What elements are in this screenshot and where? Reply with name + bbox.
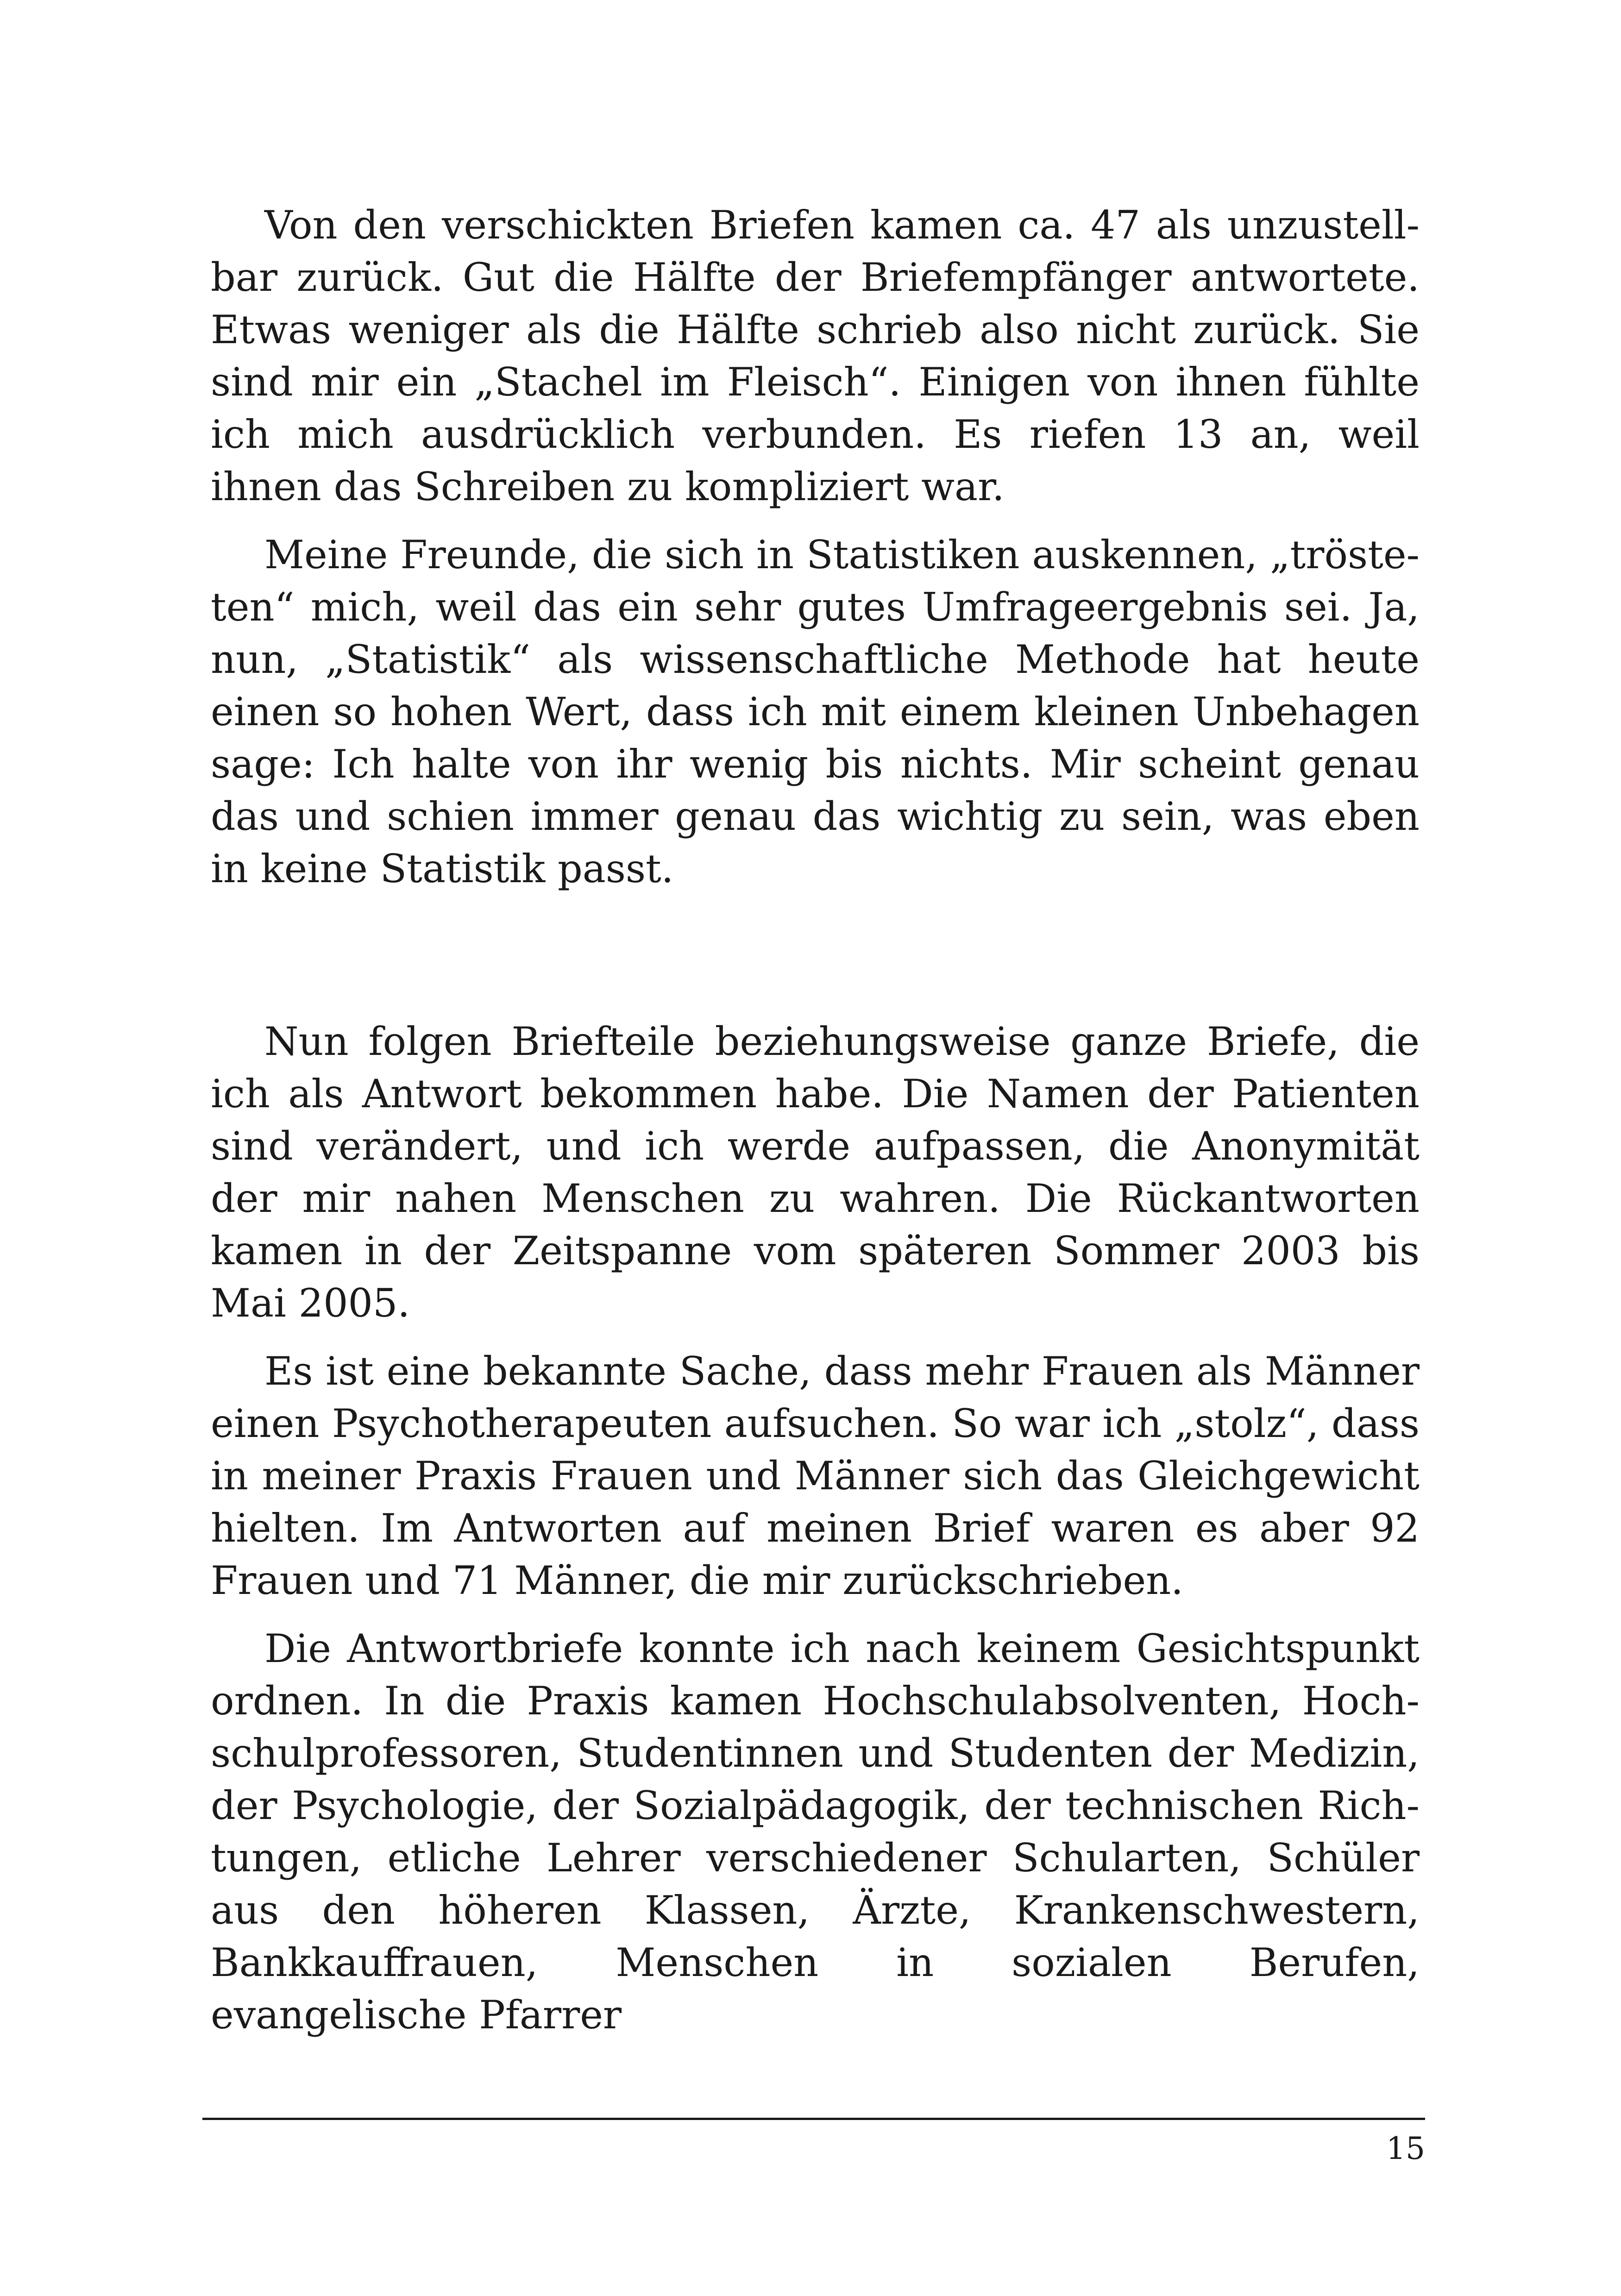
paragraph-2: Meine Freunde, die sich in Statistiken auskennen, „trösteten“ mich, weil das ein sehr gutes Umfrageergebnis sei. Ja, nun, „Statistik“ als wissenschaftliche Methode hat heute einen so hohen Wert, dass ich mit einem kleinen Unbehagen sage: Ich halte von ihr wenig bis nichts. Mir scheint genau das und schien immer genau das wichtig zu sein, was eben in keine Statistik passt. [211,532,1420,891]
paragraph-5: Die Antwortbriefe konnte ich nach keinem Gesichtspunkt ordnen. In die Praxis kamen Hochschulabsolventen, Hochschulprofessoren, Studentinnen und Studenten der Medizin, der Psychologie, der Sozialpädagogik, der technischen Richtungen, etliche Lehrer verschiedener Schularten, Schüler aus den höheren Klassen, Ärzte, Krankenschwestern, Bankkauffrauen, Menschen in sozialen Berufen, evangelische Pfarrer [211,1626,1420,2038]
footer-rule [202,2118,1425,2120]
paragraph-3: Nun folgen Briefteile beziehungsweise ganze Briefe, die ich als Antwort bekommen habe. Die Namen der Patienten sind verändert, und ich werde aufpassen, die Anonymität der mir nahen Menschen zu wahren. Die Rückantworten kamen in der Zeitspanne vom späteren Sommer 2003 bis Mai 2005. [211,1019,1420,1326]
body-text [211,199,1420,2041]
paragraph-1: Von den verschickten Briefen kamen ca. 47 als unzustellbar zurück. Gut die Hälfte der Briefempfänger antwortete. Etwas weniger als die Hälfte schrieb also nicht zurück. Sie sind mir ein „Stachel im Fleisch“. Einigen von ihnen fühlte ich mich ausdrücklich verbunden. Es riefen 13 an, weil ihnen das Schreiben zu kompliziert war. [211,202,1420,509]
paragraph-4: Es ist eine bekannte Sache, dass mehr Frauen als Männer einen Psychotherapeuten aufsuchen. So war ich „stolz“, dass in meiner Praxis Frauen und Männer sich das Gleichgewicht hielten. Im Antworten auf meinen Brief waren es aber 92 Frauen und 71 Männer, die mir zurückschrieben. [211,1349,1420,1603]
page-number: 15 [1386,2131,1425,2166]
